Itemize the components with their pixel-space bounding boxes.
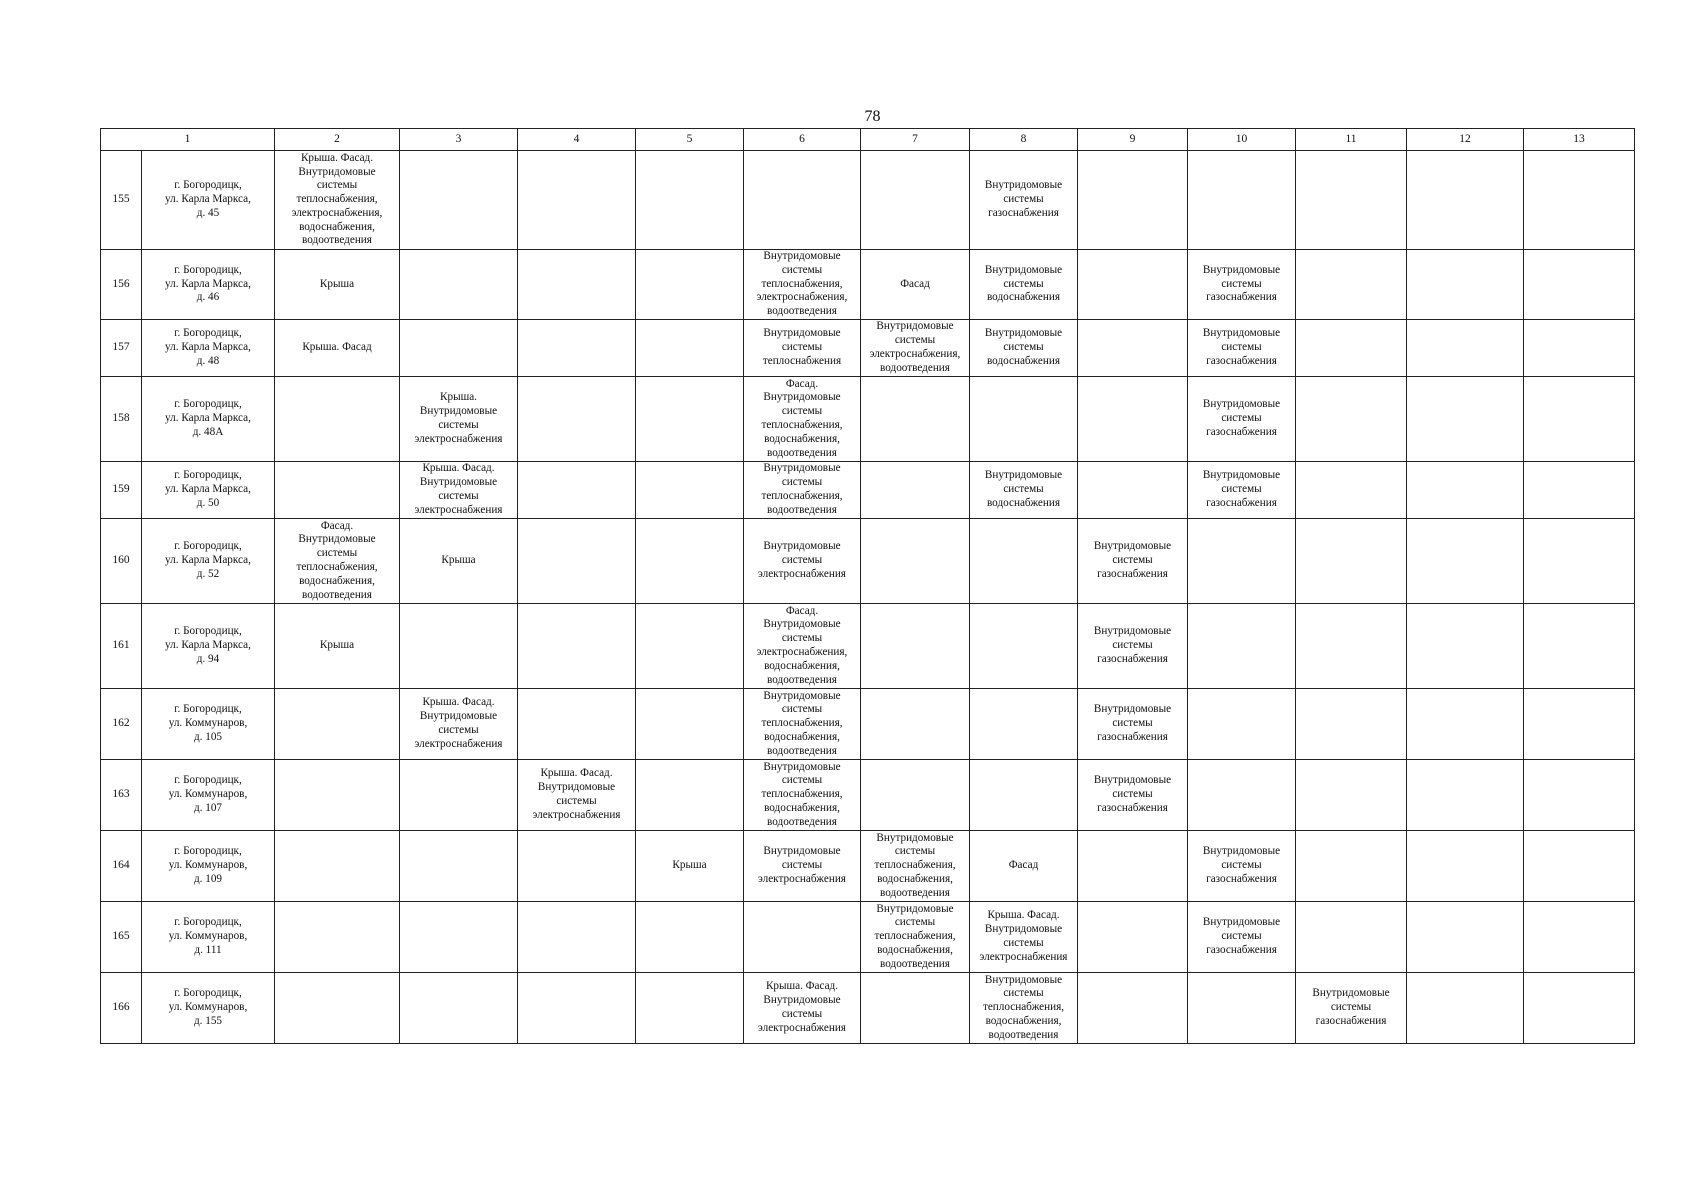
work-cell <box>275 760 400 831</box>
address-cell: г. Богородицк, ул. Коммунаров, д. 107 <box>142 760 275 831</box>
work-cell <box>1296 902 1407 973</box>
address-cell: г. Богородицк, ул. Коммунаров, д. 109 <box>142 831 275 902</box>
work-cell <box>1078 831 1188 902</box>
header-cell: 1 <box>101 129 275 151</box>
work-cell <box>275 902 400 973</box>
row-number: 157 <box>101 320 142 377</box>
work-cell <box>1524 831 1635 902</box>
table-body <box>101 151 1635 1044</box>
row-number: 164 <box>101 831 142 902</box>
address-cell: г. Богородицк, ул. Карла Маркса, д. 46 <box>142 250 275 320</box>
work-cell <box>636 973 744 1044</box>
work-cell <box>1407 902 1524 973</box>
work-cell: Фасад <box>861 250 970 320</box>
work-cell <box>1524 462 1635 519</box>
work-cell: Внутридомовые системы теплоснабжения, водоснабжения, водоотведения <box>970 973 1078 1044</box>
work-cell <box>1296 151 1407 250</box>
table-row <box>101 902 1635 973</box>
work-cell <box>1524 760 1635 831</box>
work-cell <box>1407 462 1524 519</box>
work-cell: Внутридомовые системы теплоснабжения, водоснабжения, водоотведения <box>861 902 970 973</box>
work-cell: Крыша. Фасад. Внутридомовые системы теплоснабжения, электроснабжения, водоснабжения, водоотведения <box>275 151 400 250</box>
work-cell <box>1188 519 1296 604</box>
work-cell <box>1078 250 1188 320</box>
work-cell <box>861 151 970 250</box>
work-cell <box>1188 604 1296 689</box>
address-cell: г. Богородицк, ул. Карла Маркса, д. 48А <box>142 377 275 462</box>
work-cell <box>636 250 744 320</box>
work-cell <box>1296 689 1407 760</box>
row-number: 165 <box>101 902 142 973</box>
work-cell: Внутридомовые системы теплоснабжения, водоснабжения, водоотведения <box>744 689 861 760</box>
page-number: 78 <box>864 108 881 125</box>
work-cell <box>1407 519 1524 604</box>
header-cell: 6 <box>744 129 861 151</box>
work-cell <box>636 689 744 760</box>
work-cell <box>275 462 400 519</box>
header-cell: 4 <box>518 129 636 151</box>
table-row <box>101 250 1635 320</box>
work-cell <box>1296 604 1407 689</box>
work-cell <box>275 973 400 1044</box>
work-cell: Внутридомовые системы водоснабжения <box>970 320 1078 377</box>
work-cell: Крыша. Фасад. Внутридомовые системы электроснабжения <box>518 760 636 831</box>
work-cell <box>1188 760 1296 831</box>
work-cell: Внутридомовые системы газоснабжения <box>1188 320 1296 377</box>
header-cell: 10 <box>1188 129 1296 151</box>
work-cell: Внутридомовые системы электроснабжения, водоотведения <box>861 320 970 377</box>
work-cell <box>1078 320 1188 377</box>
table-row <box>101 320 1635 377</box>
work-cell <box>1296 760 1407 831</box>
work-cell: Внутридомовые системы газоснабжения <box>1188 902 1296 973</box>
work-cell: Крыша. Фасад. Внутридомовые системы электроснабжения <box>744 973 861 1044</box>
row-number: 159 <box>101 462 142 519</box>
work-cell <box>636 462 744 519</box>
work-cell <box>861 519 970 604</box>
work-cell <box>1296 250 1407 320</box>
work-cell: Крыша <box>636 831 744 902</box>
work-cell <box>400 320 518 377</box>
row-number: 156 <box>101 250 142 320</box>
work-cell <box>1407 831 1524 902</box>
work-cell <box>275 831 400 902</box>
work-cell <box>970 604 1078 689</box>
work-cell: Внутридомовые системы водоснабжения <box>970 250 1078 320</box>
work-cell: Внутридомовые системы газоснабжения <box>1188 377 1296 462</box>
work-cell <box>1524 519 1635 604</box>
header-cell: 12 <box>1407 129 1524 151</box>
work-cell <box>861 689 970 760</box>
work-cell <box>1407 760 1524 831</box>
work-cell <box>1407 689 1524 760</box>
row-number: 158 <box>101 377 142 462</box>
work-cell: Крыша <box>275 250 400 320</box>
work-cell <box>518 320 636 377</box>
work-cell <box>1296 462 1407 519</box>
row-number: 163 <box>101 760 142 831</box>
address-cell: г. Богородицк, ул. Карла Маркса, д. 48 <box>142 320 275 377</box>
header-cell: 11 <box>1296 129 1407 151</box>
work-cell: Крыша <box>275 604 400 689</box>
work-cell <box>1296 519 1407 604</box>
work-cell <box>1407 604 1524 689</box>
work-cell: Крыша. Фасад. Внутридомовые системы электроснабжения <box>400 689 518 760</box>
work-cell <box>518 519 636 604</box>
work-cell <box>744 151 861 250</box>
work-cell <box>1296 320 1407 377</box>
work-cell <box>275 377 400 462</box>
work-cell <box>636 320 744 377</box>
work-cell <box>518 462 636 519</box>
work-cell <box>1078 151 1188 250</box>
table-row <box>101 604 1635 689</box>
header-cell: 2 <box>275 129 400 151</box>
work-cell <box>518 377 636 462</box>
work-cell <box>1524 250 1635 320</box>
table-row <box>101 519 1635 604</box>
work-cell: Внутридомовые системы теплоснабжения, электроснабжения, водоотведения <box>744 250 861 320</box>
work-cell <box>400 973 518 1044</box>
work-cell <box>1407 151 1524 250</box>
header-cell: 8 <box>970 129 1078 151</box>
work-cell <box>861 377 970 462</box>
work-cell: Внутридомовые системы водоснабжения <box>970 462 1078 519</box>
work-cell <box>1188 151 1296 250</box>
work-cell <box>400 604 518 689</box>
work-cell <box>1078 462 1188 519</box>
work-cell: Внутридомовые системы газоснабжения <box>1188 250 1296 320</box>
work-cell <box>1296 377 1407 462</box>
work-cell: Внутридомовые системы газоснабжения <box>1078 760 1188 831</box>
row-number: 166 <box>101 973 142 1044</box>
work-cell <box>518 604 636 689</box>
work-cell: Внутридомовые системы газоснабжения <box>1188 462 1296 519</box>
work-cell: Фасад <box>970 831 1078 902</box>
work-cell <box>744 902 861 973</box>
work-cell <box>1524 973 1635 1044</box>
work-cell <box>861 973 970 1044</box>
work-cell <box>518 151 636 250</box>
work-cell <box>1188 973 1296 1044</box>
work-cell <box>1296 831 1407 902</box>
work-cell <box>636 519 744 604</box>
work-cell <box>1078 902 1188 973</box>
header-cell: 13 <box>1524 129 1635 151</box>
work-cell <box>518 831 636 902</box>
work-cell <box>861 462 970 519</box>
work-cell: Внутридомовые системы газоснабжения <box>1078 519 1188 604</box>
table-row <box>101 831 1635 902</box>
work-cell <box>275 689 400 760</box>
work-cell: Внутридомовые системы электроснабжения <box>744 519 861 604</box>
work-cell: Крыша. Внутридомовые системы электроснабжения <box>400 377 518 462</box>
work-cell: Внутридомовые системы теплоснабжения, водоснабжения, водоотведения <box>861 831 970 902</box>
work-cell <box>970 519 1078 604</box>
work-cell: Внутридомовые системы теплоснабжения, водоотведения <box>744 462 861 519</box>
address-cell: г. Богородицк, ул. Карла Маркса, д. 50 <box>142 462 275 519</box>
row-number: 155 <box>101 151 142 250</box>
table-row <box>101 973 1635 1044</box>
work-cell <box>1524 902 1635 973</box>
work-cell <box>636 151 744 250</box>
table-row <box>101 462 1635 519</box>
work-cell <box>1188 689 1296 760</box>
work-cell <box>1524 151 1635 250</box>
work-cell: Фасад. Внутридомовые системы теплоснабжения, водоснабжения, водоотведения <box>744 377 861 462</box>
work-cell <box>636 902 744 973</box>
table-row <box>101 760 1635 831</box>
work-cell: Внутридомовые системы газоснабжения <box>970 151 1078 250</box>
work-cell <box>518 973 636 1044</box>
work-cell <box>1524 320 1635 377</box>
work-cell <box>970 689 1078 760</box>
row-number: 160 <box>101 519 142 604</box>
header-cell: 9 <box>1078 129 1188 151</box>
address-cell: г. Богородицк, ул. Карла Маркса, д. 45 <box>142 151 275 250</box>
work-cell: Внутридомовые системы теплоснабжения <box>744 320 861 377</box>
column-number-row <box>101 129 1635 151</box>
work-cell <box>970 377 1078 462</box>
work-cell <box>400 831 518 902</box>
work-cell <box>518 250 636 320</box>
table-row <box>101 377 1635 462</box>
work-cell <box>400 151 518 250</box>
work-cell <box>1078 973 1188 1044</box>
work-cell: Внутридомовые системы газоснабжения <box>1078 604 1188 689</box>
work-cell <box>1407 377 1524 462</box>
work-cell <box>1524 604 1635 689</box>
repair-schedule-table <box>100 128 1635 1044</box>
work-cell <box>400 760 518 831</box>
work-cell <box>518 902 636 973</box>
work-cell: Внутридомовые системы газоснабжения <box>1188 831 1296 902</box>
work-cell: Крыша. Фасад. Внутридомовые системы электроснабжения <box>400 462 518 519</box>
work-cell <box>636 604 744 689</box>
table-row <box>101 151 1635 250</box>
work-cell <box>861 604 970 689</box>
address-cell: г. Богородицк, ул. Карла Маркса, д. 52 <box>142 519 275 604</box>
work-cell <box>518 689 636 760</box>
work-cell <box>970 760 1078 831</box>
address-cell: г. Богородицк, ул. Карла Маркса, д. 94 <box>142 604 275 689</box>
work-cell: Крыша. Фасад <box>275 320 400 377</box>
work-cell <box>400 902 518 973</box>
work-cell <box>1524 689 1635 760</box>
row-number: 162 <box>101 689 142 760</box>
work-cell: Крыша. Фасад. Внутридомовые системы электроснабжения <box>970 902 1078 973</box>
address-cell: г. Богородицк, ул. Коммунаров, д. 105 <box>142 689 275 760</box>
address-cell: г. Богородицк, ул. Коммунаров, д. 111 <box>142 902 275 973</box>
header-cell: 7 <box>861 129 970 151</box>
address-cell: г. Богородицк, ул. Коммунаров, д. 155 <box>142 973 275 1044</box>
work-cell <box>636 760 744 831</box>
work-cell <box>861 760 970 831</box>
table-row <box>101 689 1635 760</box>
work-cell <box>1407 250 1524 320</box>
work-cell: Крыша <box>400 519 518 604</box>
work-cell <box>1524 377 1635 462</box>
work-cell <box>636 377 744 462</box>
work-cell: Внутридомовые системы электроснабжения <box>744 831 861 902</box>
work-cell: Внутридомовые системы теплоснабжения, водоснабжения, водоотведения <box>744 760 861 831</box>
work-cell: Фасад. Внутридомовые системы электроснабжения, водоснабжения, водоотведения <box>744 604 861 689</box>
work-cell <box>1407 973 1524 1044</box>
work-cell <box>1078 377 1188 462</box>
row-number: 161 <box>101 604 142 689</box>
work-cell: Внутридомовые системы газоснабжения <box>1296 973 1407 1044</box>
work-cell <box>400 250 518 320</box>
work-cell: Внутридомовые системы газоснабжения <box>1078 689 1188 760</box>
header-cell: 3 <box>400 129 518 151</box>
work-cell: Фасад. Внутридомовые системы теплоснабжения, водоснабжения, водоотведения <box>275 519 400 604</box>
header-cell: 5 <box>636 129 744 151</box>
work-cell <box>1407 320 1524 377</box>
